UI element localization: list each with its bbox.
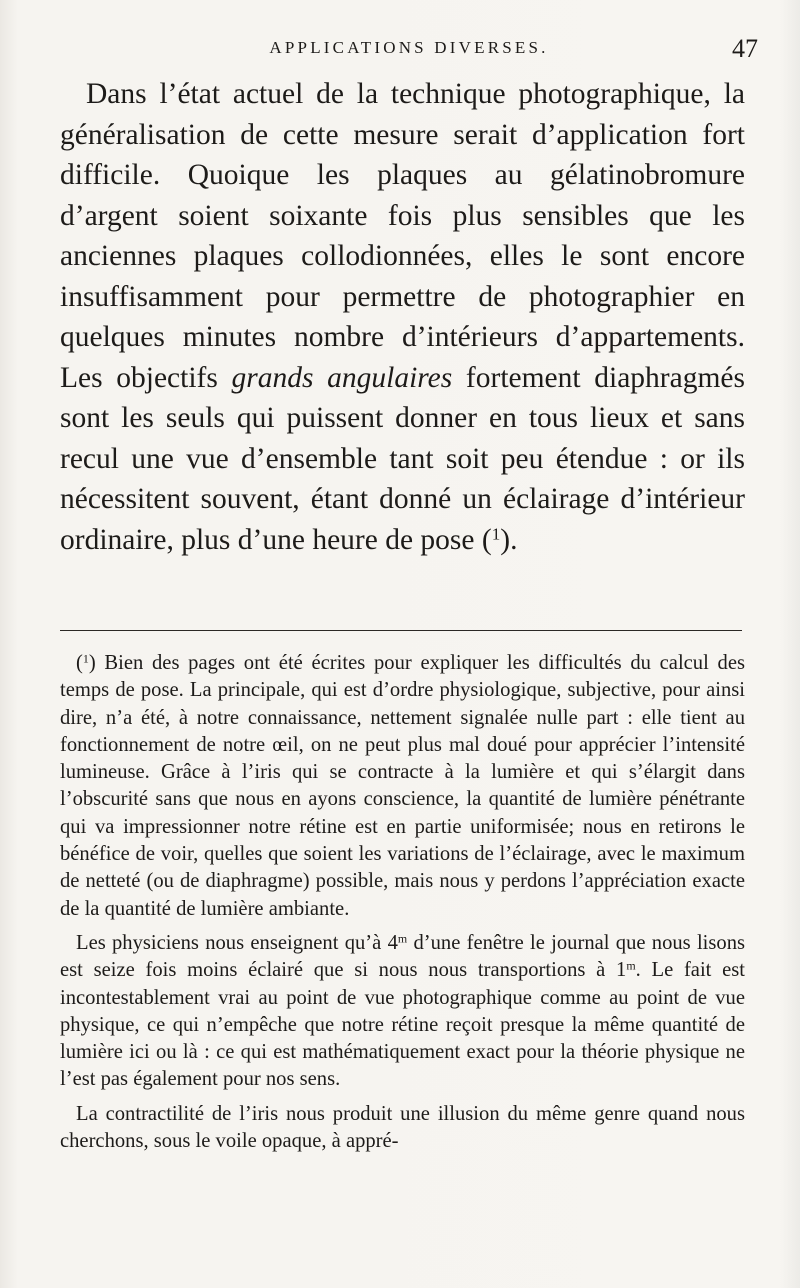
unit-superscript-2: m [626,958,636,973]
page-header [60,34,758,70]
main-text-part2: fortement diaphragmés sont les seuls qui puissent donner en tous lieux et sans recul une vue d’ensemble tant soit peu étendue : or ils nécessitent souvent, étant donné un éclairage d’intérieur ordinaire, plus d’une heure de pose ( [60,361,745,556]
page-number: 47 [732,34,758,63]
footnote-text-2c: . Le fait est incontestablement vrai au point de vue photographique comme au point de vue physique, ce qui n’empêche que notre rétine reçoit presque la même quantité de lumière ici ou là : ce qui est mathématiquement exact pour la théorie physique ne l’est pas également pour nos sens. [60,959,745,1091]
running-title: APPLICATIONS DIVERSES. [269,38,549,57]
italic-term: grands angulaires [231,361,453,394]
main-text-part1: Dans l’état actuel de la technique photographique, la généralisation de cette mesure serait d’application fort difficile. Quoique les plaques au gélatinobromure d’argent soient soixante fois plus sensibles que les anciennes plaques collodionnées, elles le sont encore insuffisamment pour permettre de photographier en quelques minutes nombre d’intérieurs d’appartements. Les objectifs [60,78,745,394]
footnote-separator [60,630,742,631]
footnote-text-1: Bien des pages ont été écrites pour expliquer les difficultés du calcul des temps de pose. La principale, qui est d’ordre physiologique, subjective, pour ainsi dire, n’a été, à notre connaissance, nettement signalée nulle part : elle tient au fonctionnement de notre œil, on ne peut plus mal doué pour apprécier l’intensité lumineuse. Grâce à l’iris qui se contracte à la lumière et qui s’élargit dans l’obscurité sans que nous en ayons conscience, la quantité de lumière pénétrante qui va impressionner notre rétine est en partie uniformisée; nous en retirons le bénéfice de voir, quelles que soient les variations de l’éclairage, avec le maximum de netteté (ou de diaphragme) possible, mais nous y perdons l’appréciation exacte de la quantité de lumière ambiante. [60,652,745,920]
footnote-paragraph-3 [60,1101,745,1156]
footnote-block [60,650,745,1155]
footnote-marker-number: 1 [82,651,89,666]
main-paragraph [60,74,745,560]
footnote-paragraph-2 [60,930,745,1094]
unit-superscript-1: m [397,931,408,946]
footnote-marker-close: ) [88,652,96,674]
footnote-marker-open: ( [76,652,83,674]
footnote-reference[interactable]: 1 [491,524,501,544]
footnote-text-2a: Les physiciens nous enseignent qu’à 4 [76,931,398,954]
footnote-text-2b: d’une fenêtre le journal que nous lisons est seize fois moins éclairé que si nous nous transportions à 1 [60,931,746,982]
main-text-part3: ). [500,523,518,556]
footnote-paragraph-1 [60,650,745,923]
footnote-text-3: La contractilité de l’iris nous produit une illusion du même genre quand nous cherchons, sous le voile opaque, à appré- [60,1102,745,1153]
